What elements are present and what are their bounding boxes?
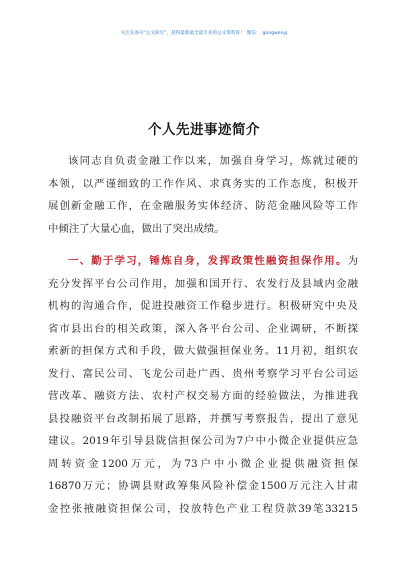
paragraph-2-line-9: 周转资金1200万元，为73户中小微企业提供融资担保: [48, 457, 358, 470]
paragraph-2-line-4: 索新的担保方式和手段，做大做强担保业务。11月初，组织农: [48, 345, 358, 357]
section-1-heading-tail: 为: [347, 255, 358, 267]
banner-wechat-id: gongwenyj: [262, 31, 288, 36]
paragraph-gap: [48, 240, 358, 250]
paragraph-2-line-10: 16870万元；协调县财政筹集风险补偿金1500万元注入甘肃: [48, 480, 358, 492]
banner-promo-text: 关注头条号“公文研究”，获得最新最全最专业的公文资料库！: [120, 31, 245, 36]
paragraph-1-line-2: 本领，以严谨细致的工作作风、求真务实的工作态度，积极开: [48, 177, 358, 190]
section-1-heading: 一、勤于学习，锤炼自身，发挥政策性融资担保作用。: [68, 255, 348, 267]
paragraph-1-line-1: 该同志自负责金融工作以来，加强自身学习，炼就过硬的: [68, 155, 358, 167]
paragraph-2-line-1: 充分发挥平台公司作用，加强和国开行、农发行及县域内金融: [48, 277, 358, 290]
document-body: [48, 150, 358, 520]
paragraph-1-line-3: 展创新金融工作，在金融服务实体经济、防范金融风险等工作: [48, 200, 358, 212]
paragraph-2-line-7: 县投融资平台改制拓展了思路，并撰写考察报告，提出了意见: [48, 412, 358, 425]
banner-wechat-label: 微信：: [246, 31, 261, 36]
paragraph-2-line-2: 机构的沟通合作，促进投融资工作稳步进行。积极研究中央及: [48, 300, 358, 312]
paragraph-2-line-6: 营改革、融资方法、农村产权交易方面的经验做法，为推进我: [48, 390, 358, 402]
paragraph-2-line-3: 省市县出台的相关政策，深入各平台公司、企业调研，不断探: [48, 322, 358, 335]
page-title: 个人先进事迹简介: [148, 122, 260, 138]
paragraph-2-line-5: 发行、富民公司、飞龙公司赴广西、贵州考察学习平台公司运: [48, 367, 358, 380]
section-1-heading-line: [48, 250, 358, 273]
header-banner: [0, 30, 408, 36]
paragraph-2-line-8: 建议。2019年引导县陇信担保公司为7户中小微企业提供应急: [48, 435, 358, 447]
paragraph-2-line-11: 金控张掖融资担保公司，投放特色产业工程贷款39笔33215: [48, 502, 358, 515]
paragraph-1-line-4: 中倾注了大量心血，做出了突出成绩。: [48, 222, 225, 235]
